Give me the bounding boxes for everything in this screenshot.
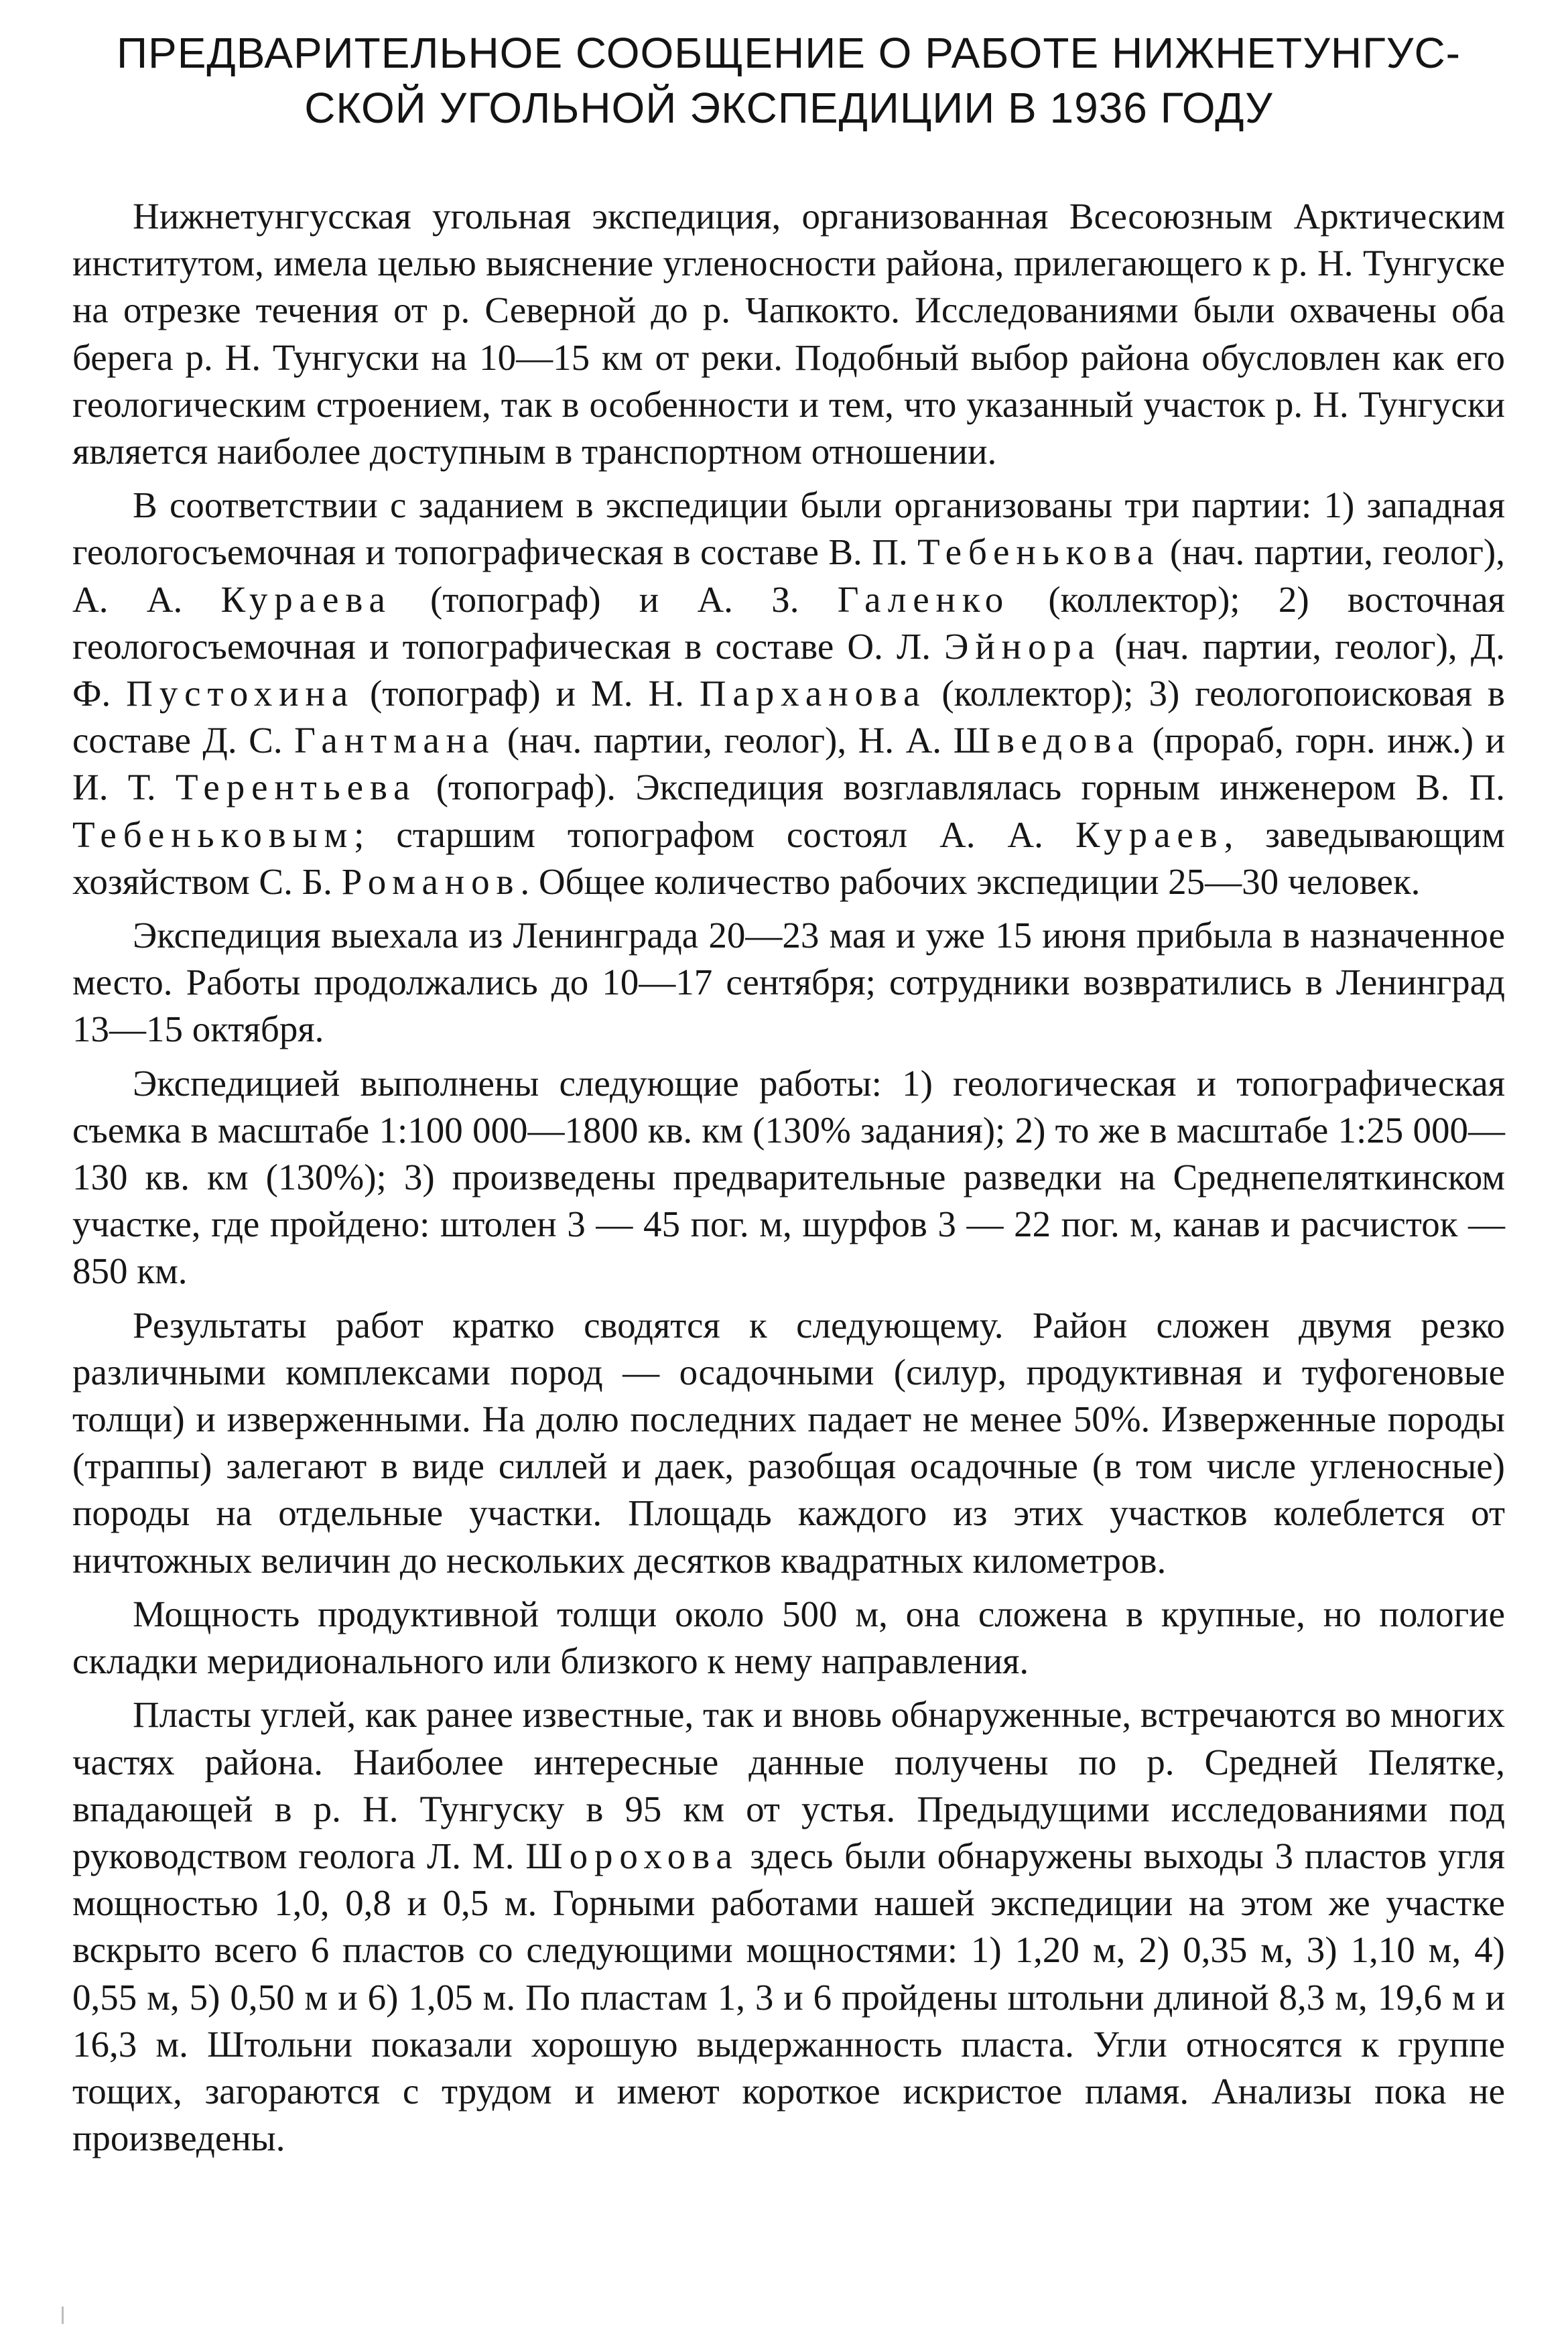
paragraph-2-text: (нач. партии, геолог), Д. Ф. (72, 625, 1505, 714)
person-name: Галенко (837, 578, 1010, 620)
person-name: Гантмана (294, 720, 496, 761)
person-name: Шорохова (525, 1835, 739, 1876)
paragraph-2-text: (прораб, горн. инж.) и И. Т. (72, 720, 1506, 808)
paragraph-6: Мощность продуктивной толщи около 500 м, она сложена в крупные, но пологие складки меридионального или близкого к нему направления. (72, 1593, 1505, 1682)
paragraph-2-text: (коллектор); 3) геологопоисковая в составе Д. С. (72, 673, 1505, 761)
paragraph-2-text: (коллектор); 2) восточная геологосъемочная и топографическая в составе О. Л. (72, 578, 1505, 667)
person-name: Романов (341, 860, 521, 902)
paragraph-2-text: (топограф) и М. Н. (354, 673, 700, 714)
title-line-2: СКОЙ УГОЛЬНОЙ ЭКСПЕДИЦИИ В 1936 ГОДУ (304, 84, 1273, 132)
person-name: Шведова (953, 720, 1140, 761)
paragraph-5: Результаты работ кратко сводятся к следующему. Район сложен двумя резко различными комплексами пород — осадочными (силур, продуктивная и туфогеновые толщи) и изверженными. На долю последних падает не менее 50%. Изверженные породы (траппы) залегают в виде силлей и даек, разобщая осадочные (в том числе угленосные) породы на отдельные участки. Площадь каждого из этих участков колеблется от ничтожных величин до нескольких десятков квадратных километров. (72, 1304, 1505, 1581)
paragraph-2-text: (нач. партии, геолог), А. А. (72, 531, 1505, 620)
page-title (72, 25, 1505, 135)
paragraph-2-text: В соответствии с заданием в экспедиции были организованы три партии: 1) западная геологосъемочная и топографическая в составе В. П. (72, 484, 1505, 573)
paragraph-7-text: здесь были обнаружены выходы 3 пластов угля мощностью 1,0, 0,8 и 0,5 м. Горными работами нашей экспедиции на этом же участке вскрыто всего 6 пластов со следующими мощностями: 1) 1,20 м, 2) 0,35 м, 3) 1,10 м, 4) 0,55 м, 5) 0,50 м и 6) 1,05 м. По пластам 1, 3 и 6 пройдены штольни длиной 8,3 м, 19,6 м и 16,3 м. Штольни показали хорошую выдержанность пласта. Угли относятся к группе тощих, загораются с трудом и имеют короткое искристое пламя. Анализы пока не произведены. (72, 1835, 1505, 2159)
title-line-1: ПРЕДВАРИТЕЛЬНОЕ СООБЩЕНИЕ О РАБОТЕ НИЖНЕТУНГУС- (117, 29, 1461, 77)
paragraph-1: Нижнетунгусская угольная экспедиция, организованная Всесоюзным Арктическим институтом, имела целью выяснение угленосности района, прилегающего к р. Н. Тунгуске на отрезке течения от р. Северной до р. Чапкокто. Исследованиями были охвачены оба берега р. Н. Тунгуски на 10—15 км от реки. Подобный выбор района обусловлен как его геологическим строением, так в особенности и тем, что указанный участок р. Н. Тунгуски является наиболее доступным в транспортном отношении. (72, 196, 1505, 472)
person-name: Тебеньковым (72, 814, 354, 855)
article-body (72, 193, 1505, 2162)
person-name: Эйнора (944, 625, 1102, 667)
paragraph-7 (72, 1691, 1505, 2162)
person-name: Терентьева (175, 767, 417, 808)
paragraph-2 (72, 482, 1505, 905)
person-name: Пустохина (126, 673, 355, 714)
paragraph-4: Экспедицией выполнены следующие работы: 1) геологическая и топографическая съемка в масштабе 1:100 000—1800 кв. км (130% задания); 2) то же в масштабе 1:25 000—130 кв. км (130%); 3) произведены предварительные разведки на Среднепеляткинском участке, где пройдено: штолен 3 — 45 пог. м, шурфов 3 — 22 пог. м, канав и расчисток — 850 км. (72, 1062, 1505, 1292)
paragraph-2-text: (топограф). Экспедиция возглавлялась горным инженером В. П. (416, 767, 1506, 808)
person-name: Кураев (1075, 814, 1224, 855)
paragraph-2-text: (нач. партии, геолог), Н. А. (495, 720, 954, 761)
scan-mark (62, 2307, 64, 2324)
person-name: Кураева (220, 578, 392, 620)
person-name: Парханова (699, 673, 927, 714)
person-name: Тебенькова (917, 531, 1161, 573)
paragraph-2-text: . Общее количество рабочих экспедиции 25—30 человек. (520, 860, 1421, 902)
paragraph-2-text: ; старшим топографом состоял А. А. (354, 814, 1075, 855)
paragraph-2-text: , заведывающим хозяйством С. Б. (72, 814, 1505, 902)
paragraph-7-text: Пласты углей, как ранее известные, так и вновь обнаруженные, встречаются во многих частях района. Наиболее интересные данные получены по р. Средней Пелятке, впадающей в р. Н. Тунгуску в 95 км от устья. Предыдущими исследованиями под руководством геолога Л. М. (72, 1694, 1505, 1876)
paragraph-2-text: (топограф) и А. З. (391, 578, 838, 620)
paragraph-3: Экспедиция выехала из Ленинграда 20—23 мая и уже 15 июня прибыла в назначенное место. Работы продолжались до 10—17 сентября; сотрудники возвратились в Ленинград 13—15 октября. (72, 915, 1505, 1050)
